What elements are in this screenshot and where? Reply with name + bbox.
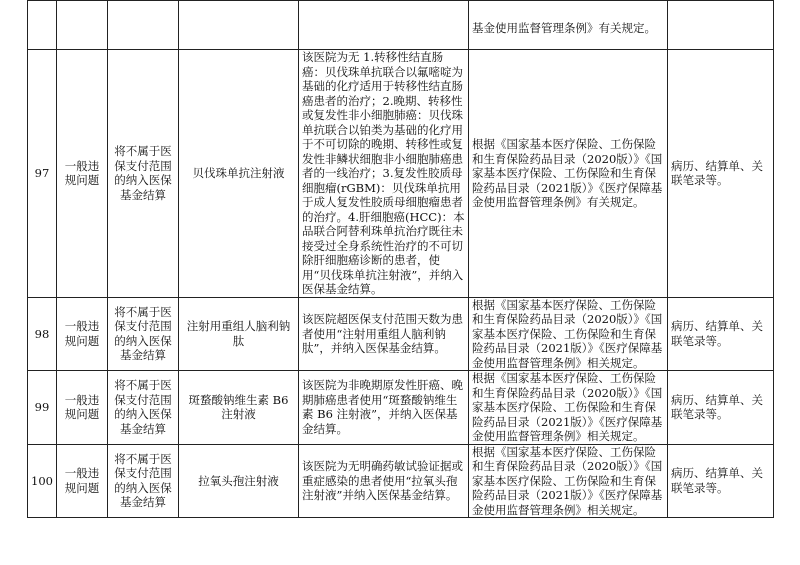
row-category: 一般违规问题 [57, 50, 108, 298]
row-number: 97 [28, 50, 57, 298]
row-evidence: 病历、结算单、关联笔录等。 [668, 50, 774, 298]
row-description: 该医院为无 1.转移性结直肠癌：贝伐珠单抗联合以氟嘧啶为基础的化疗适用于转移性结直肠癌患者的治疗；2.晚期、转移性或复发性非小细胞肺癌：贝伐珠单抗联合以铂类为基础的化疗用于不可切除的晚期、转移性或复发性非鳞状细胞非小细胞肺癌患者的一线治疗；3.复发性胶质母细胞瘤(rGBM)：贝伐珠单抗用于成人复发性胶质母细胞瘤患者的治疗。4.肝细胞癌(HCC)：本品联合阿替利珠单抗治疗既往未接受过全身系统性治疗的不可切除肝细胞癌诊断的患者，使用“贝伐珠单抗注射液”，并纳入医保基金结算。 [299, 50, 469, 298]
regulation-table [27, 0, 774, 518]
row-basis: 根据《国家基本医疗保险、工伤保险和生育保险药品目录（2020版）》《国家基本医疗保险、工伤保险和生育保险药品目录（2021版）》《医疗保障基金使用监督管理条例》有关规定。 [469, 50, 668, 298]
row-number: 100 [28, 444, 57, 518]
row-description: 该医院为非晚期原发性肝癌、晚期肺癌患者使用“斑蝥酸钠维生素 B6 注射液”，并纳入医保基金结算。 [299, 371, 469, 445]
cell-evidence [668, 1, 774, 50]
row-drug: 注射用重组人脑利钠肽 [179, 297, 299, 371]
table-row-continued [28, 1, 774, 50]
row-evidence: 病历、结算单、关联笔录等。 [668, 371, 774, 445]
row-evidence: 病历、结算单、关联笔录等。 [668, 297, 774, 371]
row-scope: 将不属于医保支付范围的纳入医保基金结算 [108, 371, 179, 445]
row-basis: 根据《国家基本医疗保险、工伤保险和生育保险药品目录（2020版）》《国家基本医疗保险、工伤保险和生育保险药品目录（2021版）》《医疗保障基金使用监督管理条例》相关规定。 [469, 297, 668, 371]
cell-no [28, 1, 57, 50]
row-category: 一般违规问题 [57, 444, 108, 518]
row-category: 一般违规问题 [57, 297, 108, 371]
row-number: 99 [28, 371, 57, 445]
row-category: 一般违规问题 [57, 371, 108, 445]
row-scope: 将不属于医保支付范围的纳入医保基金结算 [108, 297, 179, 371]
cell-category [57, 1, 108, 50]
row-description: 该医院超医保支付范围天数为患者使用“注射用重组人脑利钠肽”，并纳入医保基金结算。 [299, 297, 469, 371]
table-row [28, 50, 774, 298]
row-basis: 根据《国家基本医疗保险、工伤保险和生育保险药品目录（2020版）》《国家基本医疗保险、工伤保险和生育保险药品目录（2021版）》《医疗保障基金使用监督管理条例》相关规定。 [469, 371, 668, 445]
row-scope: 将不属于医保支付范围的纳入医保基金结算 [108, 50, 179, 298]
row-evidence: 病历、结算单、关联笔录等。 [668, 444, 774, 518]
cell-basis: 基金使用监督管理条例》有关规定。 [469, 1, 668, 50]
row-basis: 根据《国家基本医疗保险、工伤保险和生育保险药品目录（2020版）》《国家基本医疗保险、工伤保险和生育保险药品目录（2021版）》《医疗保障基金使用监督管理条例》相关规定。 [469, 444, 668, 518]
cell-description [299, 1, 469, 50]
row-scope: 将不属于医保支付范围的纳入医保基金结算 [108, 444, 179, 518]
row-drug: 斑蝥酸钠维生素 B6 注射液 [179, 371, 299, 445]
table-row [28, 297, 774, 371]
row-drug: 拉氧头孢注射液 [179, 444, 299, 518]
cell-scope [108, 1, 179, 50]
row-number: 98 [28, 297, 57, 371]
table-row [28, 371, 774, 445]
row-drug: 贝伐珠单抗注射液 [179, 50, 299, 298]
table-row [28, 444, 774, 518]
row-description: 该医院为无明确药敏试验证据或重症感染的患者使用“拉氧头孢注射液”并纳入医保基金结算。 [299, 444, 469, 518]
cell-drug [179, 1, 299, 50]
